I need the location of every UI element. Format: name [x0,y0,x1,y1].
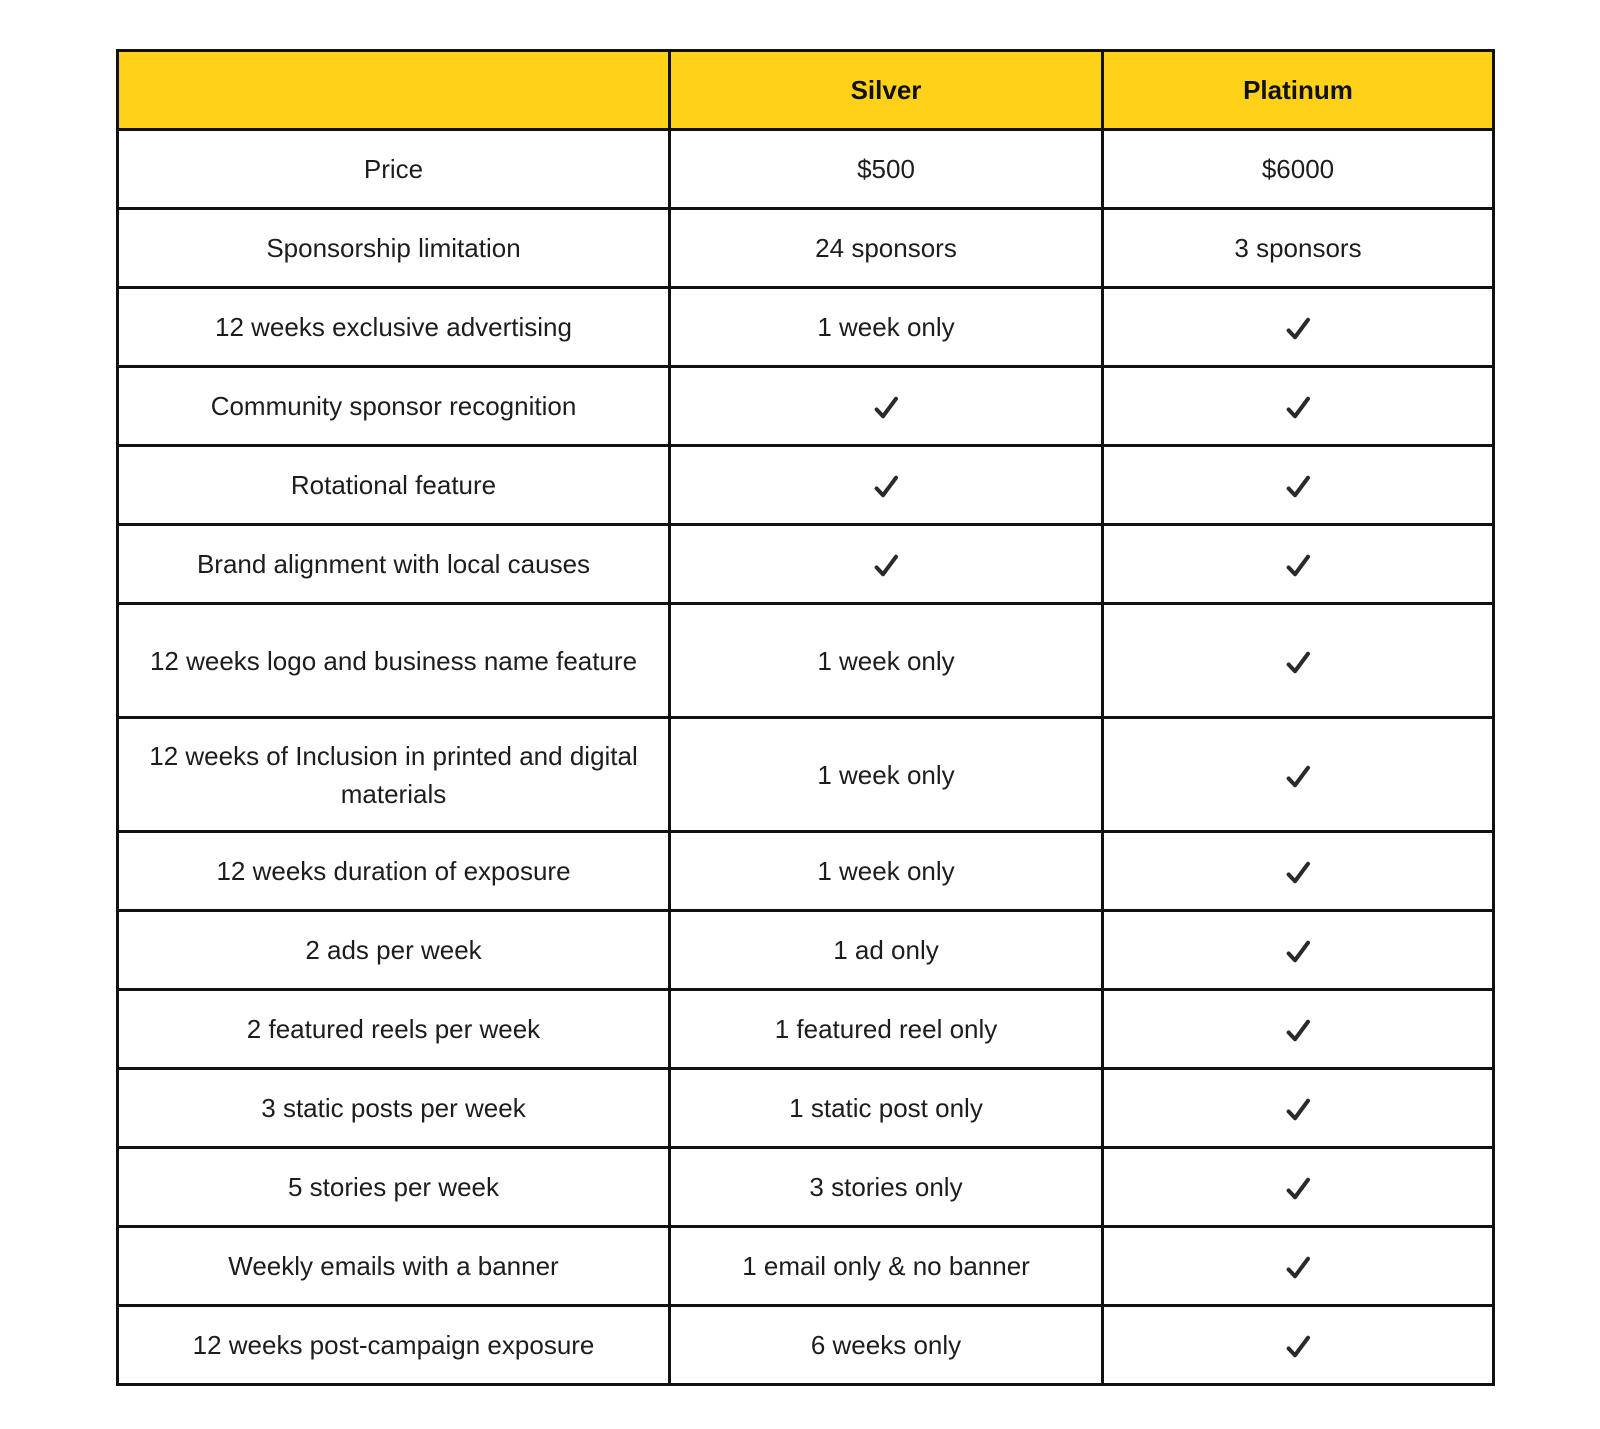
feature-cell: 12 weeks post-campaign exposure [118,1306,670,1385]
platinum-cell [1103,525,1494,604]
platinum-cell [1103,718,1494,832]
feature-cell: Rotational feature [118,446,670,525]
table-row [118,130,1494,209]
feature-cell: 12 weeks logo and business name feature [118,604,670,718]
checkmark-icon [871,472,901,502]
table-row [118,718,1494,832]
platinum-cell [1103,288,1494,367]
feature-cell: Community sponsor recognition [118,367,670,446]
table-row [118,288,1494,367]
platinum-cell [1103,604,1494,718]
feature-cell: 12 weeks duration of exposure [118,832,670,911]
silver-cell: 6 weeks only [670,1306,1103,1385]
platinum-cell: 3 sponsors [1103,209,1494,288]
table-row [118,1306,1494,1385]
table-row [118,990,1494,1069]
feature-cell: 3 static posts per week [118,1069,670,1148]
feature-cell: 12 weeks of Inclusion in printed and digital materials [118,718,670,832]
silver-cell: 1 featured reel only [670,990,1103,1069]
feature-column-header [118,51,670,130]
silver-cell: 1 week only [670,604,1103,718]
checkmark-icon [1283,937,1313,967]
silver-cell: 1 static post only [670,1069,1103,1148]
checkmark-icon [1283,648,1313,678]
feature-cell: 12 weeks exclusive advertising [118,288,670,367]
checkmark-icon [1283,314,1313,344]
platinum-cell [1103,990,1494,1069]
table-row [118,1148,1494,1227]
silver-cell [670,446,1103,525]
checkmark-icon [1283,551,1313,581]
table-header-row [118,51,1494,130]
platinum-cell [1103,1069,1494,1148]
table-row [118,604,1494,718]
feature-cell: Sponsorship limitation [118,209,670,288]
feature-cell: 2 ads per week [118,911,670,990]
checkmark-icon [1283,393,1313,423]
checkmark-icon [1283,762,1313,792]
checkmark-icon [1283,858,1313,888]
checkmark-icon [871,393,901,423]
platinum-cell [1103,1227,1494,1306]
platinum-cell [1103,911,1494,990]
silver-cell [670,367,1103,446]
checkmark-icon [1283,1016,1313,1046]
silver-cell: 1 ad only [670,911,1103,990]
silver-cell [670,525,1103,604]
feature-cell: Price [118,130,670,209]
platinum-cell [1103,1148,1494,1227]
table-row [118,367,1494,446]
platinum-cell [1103,832,1494,911]
table-row [118,209,1494,288]
checkmark-icon [1283,1174,1313,1204]
checkmark-icon [1283,1095,1313,1125]
silver-column-header: Silver [670,51,1103,130]
silver-cell: 24 sponsors [670,209,1103,288]
checkmark-icon [871,551,901,581]
silver-cell: 1 email only & no banner [670,1227,1103,1306]
sponsorship-comparison-table [116,49,1495,1386]
comparison-table-wrapper [116,49,1492,1386]
checkmark-icon [1283,1332,1313,1362]
platinum-cell [1103,446,1494,525]
silver-cell: $500 [670,130,1103,209]
silver-cell: 1 week only [670,832,1103,911]
table-row [118,832,1494,911]
silver-cell: 3 stories only [670,1148,1103,1227]
feature-cell: Brand alignment with local causes [118,525,670,604]
feature-cell: 5 stories per week [118,1148,670,1227]
platinum-cell [1103,367,1494,446]
silver-cell: 1 week only [670,288,1103,367]
checkmark-icon [1283,1253,1313,1283]
feature-cell: Weekly emails with a banner [118,1227,670,1306]
checkmark-icon [1283,472,1313,502]
platinum-cell: $6000 [1103,130,1494,209]
table-row [118,446,1494,525]
table-row [118,1227,1494,1306]
feature-cell: 2 featured reels per week [118,990,670,1069]
silver-cell: 1 week only [670,718,1103,832]
table-row [118,1069,1494,1148]
table-row [118,911,1494,990]
platinum-column-header: Platinum [1103,51,1494,130]
platinum-cell [1103,1306,1494,1385]
table-row [118,525,1494,604]
